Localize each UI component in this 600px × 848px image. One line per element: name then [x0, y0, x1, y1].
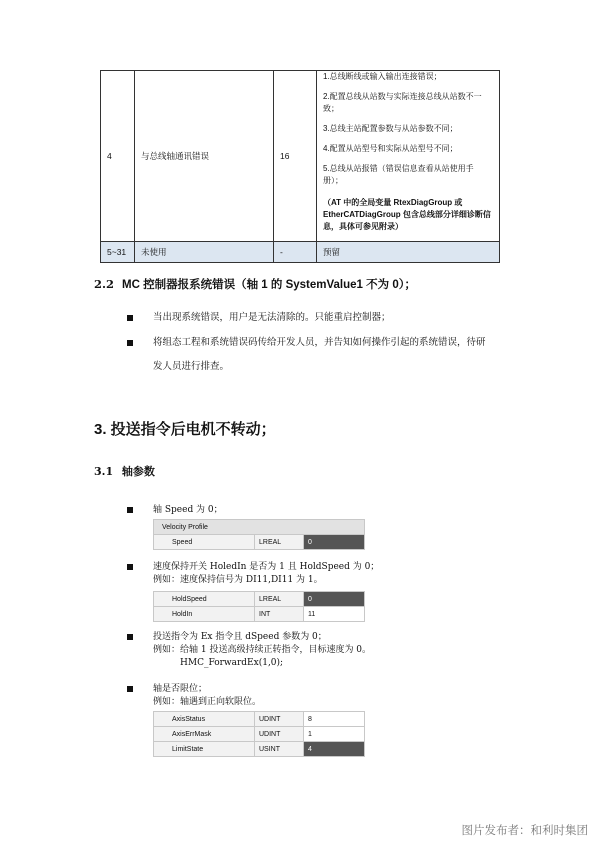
section-number: 2.2: [94, 277, 115, 291]
bullet-icon: [127, 507, 133, 513]
note-3: 3.总线主站配置参数与从站参数不同；: [323, 124, 458, 133]
bullet-icon: [127, 315, 133, 321]
value-cell[interactable]: 8: [304, 712, 365, 727]
section-title: 轴参数: [121, 465, 155, 478]
value-cell[interactable]: 1: [304, 727, 365, 742]
error-notes: [317, 71, 500, 242]
note-2: 2.配置总线从站数与实际连接总线从站数不一致；: [323, 92, 482, 113]
error-value: -: [274, 242, 317, 263]
list-item: 轴 Speed 为 0；: [127, 504, 223, 517]
table-row: LimitState USINT 4: [154, 742, 365, 757]
list-item: 将组态工程和系统错误码传给开发人员，并告知如何操作引起的系统错误，待研 发人员进行排查。: [127, 331, 486, 379]
list-item: 投送指令为 Ex 指令且 dSpeed 参数为 0； 例如：给轴 1 投送高级持续正转指令，目标速度为 0。 HMC_ForwardEx(1,0);: [127, 631, 371, 670]
section-3-heading: 3. 投送指令后电机不转动；: [94, 421, 276, 438]
error-value: 16: [274, 71, 317, 242]
error-notes: 预留: [317, 242, 500, 263]
section-3-1-heading: [94, 463, 155, 479]
list-item: 轴是否限位； 例如：轴遇到正向软限位。: [127, 683, 261, 709]
error-description: 未使用: [135, 242, 274, 263]
bullet-icon: [127, 634, 133, 640]
bullet-icon: [127, 564, 133, 570]
table-header: Velocity Profile: [154, 520, 365, 535]
velocity-profile-table: [153, 519, 365, 550]
publisher-footer: 图片发布者：和利时集团: [461, 823, 588, 837]
table-row: AxisErrMask UDINT 1: [154, 727, 365, 742]
section-2-2-heading: [94, 276, 416, 292]
hold-variables-table: [153, 591, 365, 622]
value-cell[interactable]: 0: [304, 592, 365, 607]
error-code: 5~31: [101, 242, 135, 263]
section-title: MC 控制器报系统错误（轴 1 的 SystemValue1 不为 0）；: [122, 279, 416, 291]
table-row: AxisStatus UDINT 8: [154, 712, 365, 727]
table-row: HoldSpeed LREAL 0: [154, 592, 365, 607]
table-row: [101, 242, 500, 263]
table-row: Speed LREAL 0: [154, 535, 365, 550]
value-cell[interactable]: 11: [304, 607, 365, 622]
note-1: 1.总线断线或输入输出连接错误；: [323, 72, 442, 81]
list-item: 速度保持开关 HoledIn 是否为 1 且 HoldSpeed 为 0； 例如：速度保持信号为 DI11,DI11 为 1。: [127, 561, 379, 587]
table-row: [101, 71, 500, 242]
value-cell[interactable]: 0: [304, 535, 365, 550]
value-cell[interactable]: 4: [304, 742, 365, 757]
note-5: 5.总线从站报错（错误信息查看从站使用手册）；: [323, 164, 474, 185]
list-item: 当出现系统错误，用户是无法清除的。只能重启控制器；: [127, 306, 391, 330]
note-bold: （AT 中的全局变量 RtexDiagGroup 或 EtherCATDiagGroup 包含总线部分详细诊断信息，具体可参见附录）: [323, 198, 491, 231]
bullet-icon: [127, 686, 133, 692]
bullet-icon: [127, 340, 133, 346]
error-description: 与总线轴通讯错误: [135, 71, 274, 242]
error-code-table: [100, 70, 500, 263]
axis-status-table: [153, 711, 365, 757]
table-row: HoldIn INT 11: [154, 607, 365, 622]
error-code: 4: [101, 71, 135, 242]
note-4: 4.配置从站型号和实际从站型号不同；: [323, 144, 458, 153]
section-number: 3.1: [94, 465, 114, 478]
